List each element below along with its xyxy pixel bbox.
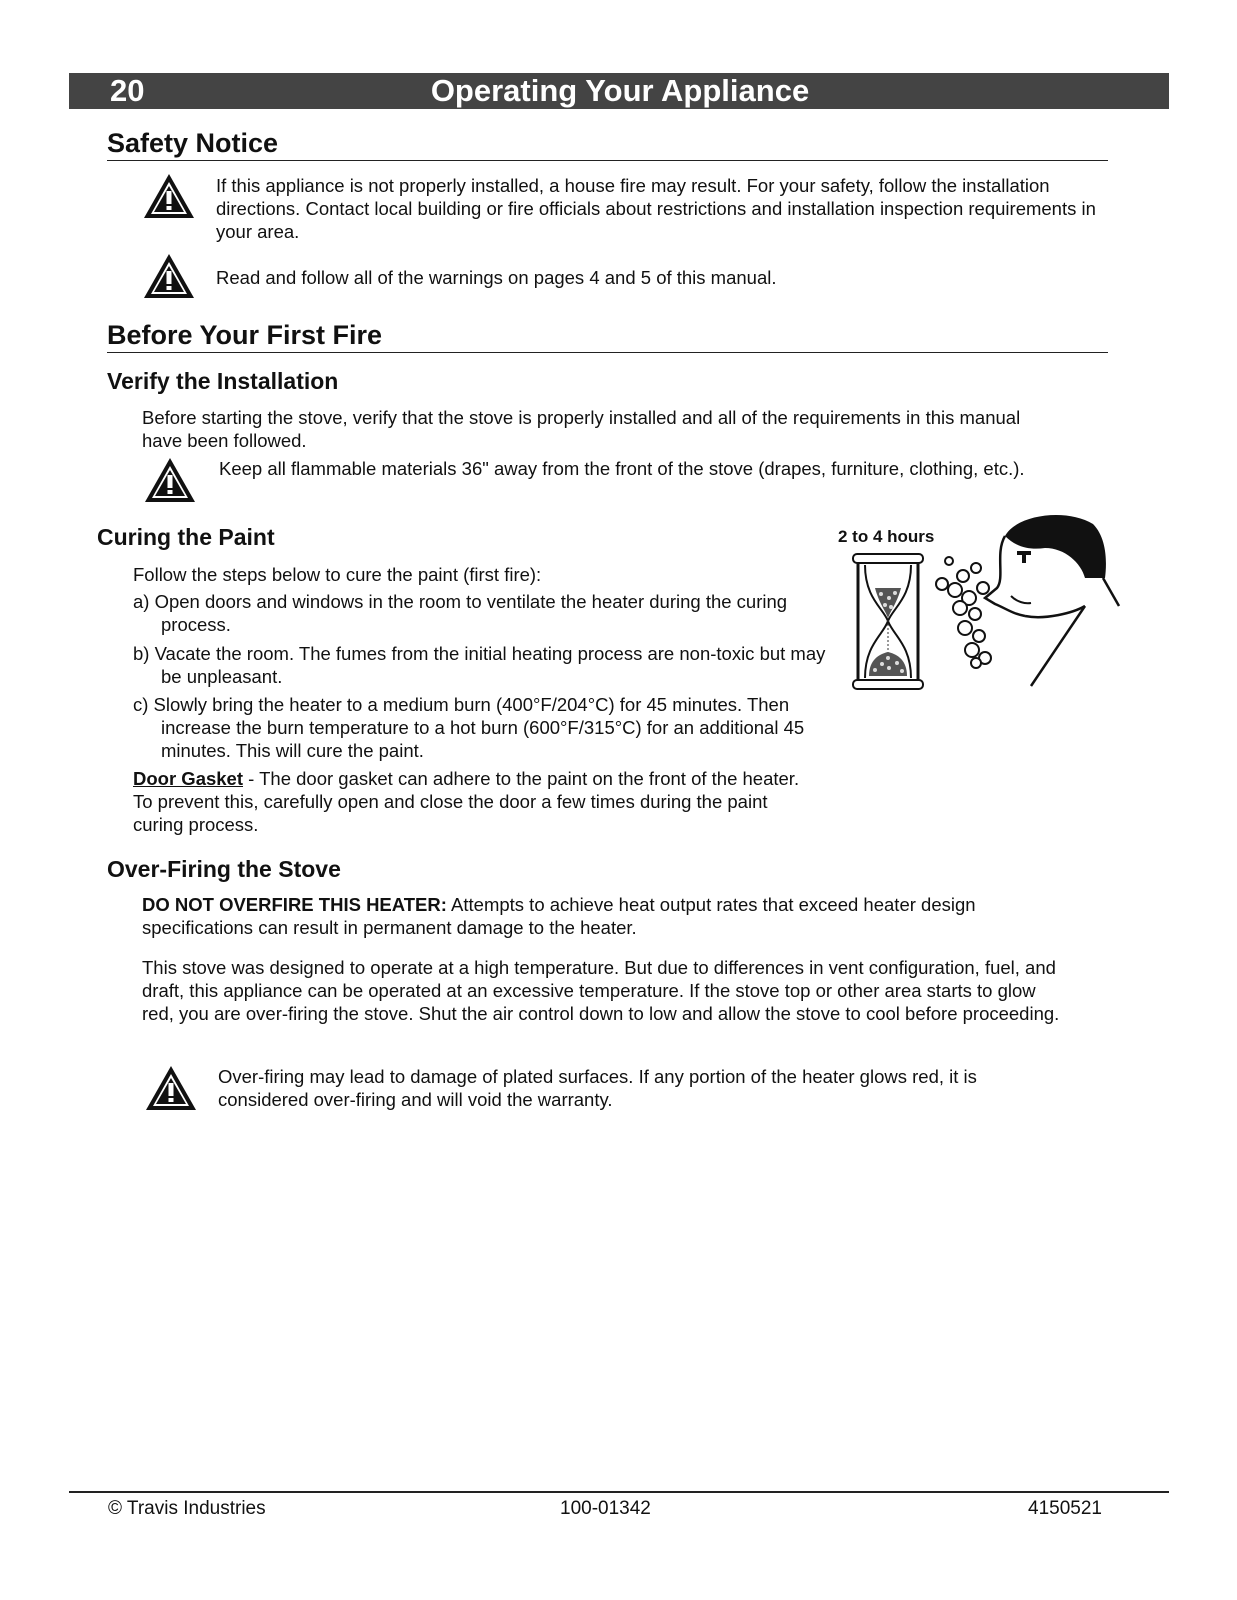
footer-rule	[69, 1491, 1169, 1493]
footer-copyright: © Travis Industries	[108, 1498, 266, 1519]
page-number: 20	[110, 73, 145, 108]
first-fire-heading: Before Your First Fire	[107, 320, 383, 350]
overfire-caution	[142, 893, 1072, 939]
illustration-label: 2 to 4 hours	[838, 527, 935, 546]
warning-icon	[142, 172, 196, 220]
warning-icon	[143, 456, 197, 504]
overfire-paragraph: This stove was designed to operate at a high temperature. But due to differences in vent configuration, fuel, and draft, this appliance can be operated at an excessive temperature. If the stove top or other area starts to glow red, you are over-firing the stove. Shut the air control down to low and allow the stove to cool before proceeding.	[142, 957, 1060, 1024]
person-icon	[985, 515, 1119, 686]
curing-step-a: a) Open doors and windows in the room to ventilate the heater during the curing process.	[133, 591, 788, 635]
warning-icon	[144, 1064, 198, 1112]
curing-step-b: b) Vacate the room. The fumes from the initial heating process are non-toxic but may be unpleasant.	[133, 643, 826, 687]
door-gasket-label: Door Gasket	[133, 768, 244, 789]
door-gasket-note	[133, 767, 813, 836]
curing-paint-heading: Curing the Paint	[97, 524, 275, 550]
flammable-warning: Keep all flammable materials 36" away from the front of the stove (drapes, furniture, clothing, etc.).	[219, 458, 1025, 479]
footer-code: 4150521	[1028, 1498, 1102, 1519]
fumes-icon	[936, 557, 991, 668]
verify-installation-text: Before starting the stove, verify that the stove is properly installed and all of the requirements in this manual have been followed.	[142, 407, 1021, 451]
page-title: Operating Your Appliance	[430, 73, 810, 108]
verify-installation-heading: Verify the Installation	[107, 368, 339, 394]
hourglass-icon	[853, 554, 923, 689]
safety-warning-1: If this appliance is not properly installed, a house fire may result. For your safety, follow the installation directions. Contact local building or fire officials about restrictions and installation inspection requirements in your area.	[216, 175, 1096, 242]
warning-icon	[142, 252, 196, 300]
door-gasket-text: - The door gasket can adhere to the paint on the front of the heater. To prevent this, carefully open and close the door a few times during the paint curing process.	[133, 768, 800, 835]
overfire-caution-text: Attempts to achieve heat output rates that exceed heater design specifications can result in permanent damage to the heater.	[142, 894, 976, 938]
curing-step-c: c) Slowly bring the heater to a medium burn (400°F/204°C) for 45 minutes. Then increase the burn temperature to a hot burn (600°F/315°C) for an additional 45 minutes. This will cure the paint.	[133, 694, 805, 761]
safety-warning-2: Read and follow all of the warnings on pages 4 and 5 of this manual.	[216, 267, 777, 288]
section-rule	[107, 160, 1108, 161]
footer-document-number: 100-01342	[560, 1498, 651, 1519]
safety-notice-heading: Safety Notice	[107, 128, 279, 158]
overfire-warning: Over-firing may lead to damage of plated surfaces. If any portion of the heater glows red, it is considered over-firing and will void the warranty.	[218, 1066, 977, 1110]
overfire-caution-label: DO NOT OVERFIRE THIS HEATER:	[142, 894, 447, 915]
section-rule	[107, 352, 1108, 353]
overfiring-heading: Over-Firing the Stove	[107, 856, 341, 882]
hourglass-person-illustration	[845, 508, 1125, 698]
curing-intro: Follow the steps below to cure the paint (first fire):	[133, 564, 542, 585]
